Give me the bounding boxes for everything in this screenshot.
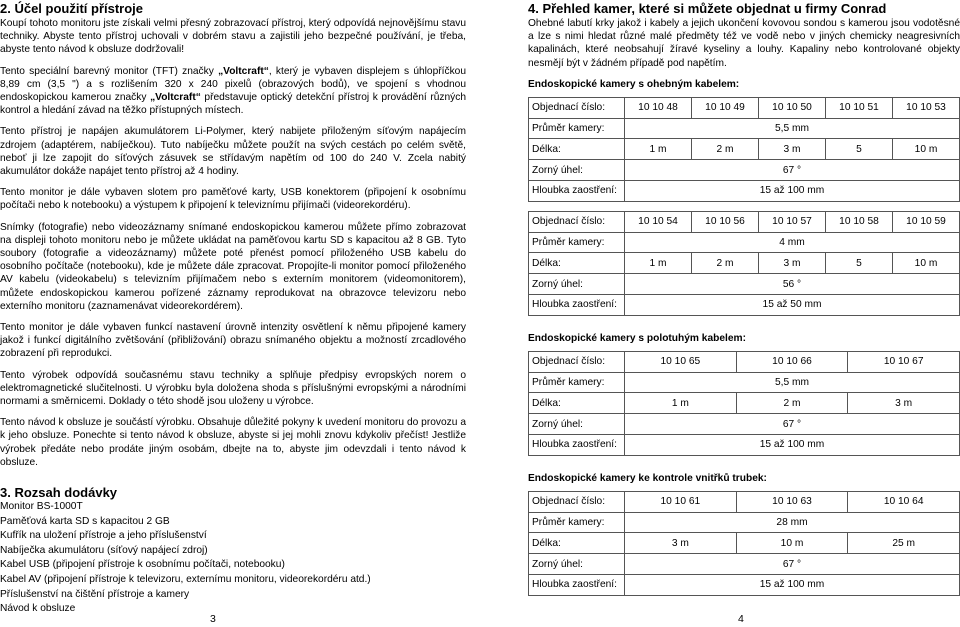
table-row <box>529 181 960 202</box>
length-label: Délka: <box>529 253 625 274</box>
spec-table <box>528 211 960 316</box>
paragraph-conformity: Tento výrobek odpovídá současnému stavu techniky a splňuje předpisy evropských norem o elektromagnetické slučitelnosti. U výrobku byla doložena shoda s příslušnými evropskými a národními normami a směrnicemi. Doklady o této shodě jsou uloženy u výrobce. <box>0 369 466 408</box>
heading-camera-overview: 4. Přehled kamer, které si můžete objednat u firmy Conrad <box>528 1 887 16</box>
table-row <box>529 414 960 435</box>
length-value: 1 m <box>625 393 737 414</box>
length-value: 5 <box>826 139 893 160</box>
order-number: 10 10 59 <box>893 211 960 232</box>
table-row <box>529 160 960 181</box>
brand-name: „Voltcraft“ <box>218 65 269 77</box>
length-value: 3 m <box>759 253 826 274</box>
angle-value: 67 ° <box>625 554 960 575</box>
table-row <box>529 351 960 372</box>
spec-table <box>528 351 960 456</box>
paragraph-battery: Tento přístroj je napájen akumulátorem Li-Polymer, který nabijete přiloženým síťovým napájecím zdrojem (adaptérem, nabíječkou). Tuto nabíječku můžete použít na svých cestách po celém světě, neboť ji lze zapojit do síťových zásuvek se střídavým napětím od 100 do 240 V. Zcela nabitý akumulátor dokáže napájet tento přístroj až 4 hodiny. <box>0 126 466 178</box>
order-number: 10 10 61 <box>625 491 737 512</box>
brand-name: „Voltcraft“ <box>150 92 201 104</box>
heading-delivery: 3. Rozsah dodávky <box>0 485 118 501</box>
length-value: 3 m <box>848 393 960 414</box>
length-value: 3 m <box>625 533 737 554</box>
paragraph-monitor-description <box>0 65 466 118</box>
focus-label: Hloubka zaostření: <box>529 181 625 202</box>
diameter-value: 4 mm <box>625 232 960 253</box>
diameter-value: 28 mm <box>625 512 960 533</box>
order-number: 10 10 66 <box>736 351 848 372</box>
order-number: 10 10 50 <box>759 97 826 118</box>
list-item: Kabel USB (připojení přístroje k osobnímu počítači, notebooku) <box>0 559 285 571</box>
diameter-value: 5,5 mm <box>625 118 960 139</box>
length-value: 5 <box>826 253 893 274</box>
angle-value: 56 ° <box>625 274 960 295</box>
list-item: Monitor BS-1000T <box>0 501 83 513</box>
table-row <box>529 491 960 512</box>
paragraph-manual: Tento návod k obsluze je součástí výrobku. Obsahuje důležité pokyny k uvedení monitoru do provozu a k jeho obsluze. Ponechte si tento návod k obsluze, abyste si jej mohli znovu kdykoliv přečíst! Jestliže výrobek předáte nebo prodáte jiným osobám, dbejte na to, abyste jim odevzdali i tento návod k obsluze. <box>0 417 466 468</box>
order-number: 10 10 56 <box>692 211 759 232</box>
order-label: Objednací číslo: <box>529 351 625 372</box>
table-row <box>529 512 960 533</box>
table-row <box>529 372 960 393</box>
paragraph-recording: Snímky (fotografie) nebo videozáznamy snímané endoskopickou kamerou můžete přímo zobrazovat na displeji tohoto monitoru nebo je můžete ukládat na paměťovou kartu SD s kapacitou až 8 GB. Tyto soubory (fotografie a videozáznamy) můžete poté přenést pomocí přiloženého USB kabelu do osobního počítače (notebooku), kde je můžete dále zpracovat. Propojíte-li monitor pomocí přiloženého AV kabelu (videokabelu) s televizním přijímačem nebo s externím monitorem (videomonitorem), můžete endoskopickou kamerou pořízené záznamy reprodukovat na obrazovce televizoru nebo externího monitoru (zaznamenávat videorekordérem). <box>0 221 466 312</box>
angle-label: Zorný úhel: <box>529 274 625 295</box>
heading-purpose: 2. Účel použití přístroje <box>0 1 144 16</box>
table-row <box>529 434 960 455</box>
delivery-list <box>0 500 466 617</box>
order-number: 10 10 53 <box>893 97 960 118</box>
page-number-right: 4 <box>738 613 744 625</box>
order-number: 10 10 58 <box>826 211 893 232</box>
list-item: Návod k obsluze <box>0 603 76 615</box>
angle-value: 67 ° <box>625 414 960 435</box>
angle-label: Zorný úhel: <box>529 554 625 575</box>
order-number: 10 10 67 <box>848 351 960 372</box>
right-page <box>528 0 960 596</box>
angle-label: Zorný úhel: <box>529 160 625 181</box>
order-label: Objednací číslo: <box>529 211 625 232</box>
diameter-value: 5,5 mm <box>625 372 960 393</box>
text: Tento speciální barevný monitor (TFT) značky <box>0 65 219 77</box>
table-row <box>529 211 960 232</box>
table-row <box>529 554 960 575</box>
paragraph-camera-intro: Ohebné labutí krky jakož i kabely a jejich ukončení kovovou sondou s kamerou jsou vodotěsné a lze s nimi hledat různé malé předměty též ve vodě nebo v jiných chemicky neagresivních kapalinách, které neobsahují žíravé kyseliny a louhy. Kapaliny nebo kontrolované objekty nesmějí být v žádném případě pod napětím. <box>528 18 960 69</box>
length-value: 1 m <box>625 139 692 160</box>
focus-label: Hloubka zaostření: <box>529 574 625 595</box>
focus-value: 15 až 100 mm <box>625 434 960 455</box>
order-number: 10 10 54 <box>625 211 692 232</box>
length-value: 10 m <box>893 253 960 274</box>
paragraph-intro: Koupí tohoto monitoru jste získali velmi přesný zobrazovací přístroj, který odpovídá nejnovějšímu stavu techniky. Abyste tento přístroj uchovali v dobrém stavu a zajistili jeho bezpečné používání, je třeba, abyste tento návod k obsluze dodržovali! <box>0 18 466 56</box>
order-label: Objednací číslo: <box>529 97 625 118</box>
text: představuje optický detekční přístroj k provádění různých kontrol a hledání závad na těžko přístupných místech. <box>0 92 466 117</box>
order-number: 10 10 65 <box>625 351 737 372</box>
list-item: Nabíječka akumulátoru (síťový napájecí zdroj) <box>0 544 208 556</box>
length-label: Délka: <box>529 139 625 160</box>
length-value: 10 m <box>736 533 848 554</box>
diameter-label: Průměr kamery: <box>529 118 625 139</box>
length-value: 2 m <box>692 253 759 274</box>
table-row <box>529 294 960 315</box>
focus-value: 15 až 100 mm <box>625 181 960 202</box>
spec-table <box>528 491 960 596</box>
page-number-left: 3 <box>210 613 216 625</box>
focus-label: Hloubka zaostření: <box>529 434 625 455</box>
table-row <box>529 232 960 253</box>
table-row <box>529 118 960 139</box>
length-value: 10 m <box>893 139 960 160</box>
list-item: Kabel AV (připojení přístroje k televizoru, externímu monitoru, videorekordéru atd.) <box>0 574 371 586</box>
length-value: 3 m <box>759 139 826 160</box>
length-label: Délka: <box>529 533 625 554</box>
spec-table <box>528 97 960 202</box>
order-number: 10 10 64 <box>848 491 960 512</box>
order-number: 10 10 49 <box>692 97 759 118</box>
paragraph-features: Tento monitor je dále vybaven funkcí nastavení úrovně intenzity osvětlení k němu připojené kamery jakož i funkcí digitálního zvětšování (přibližování) obrazu snímaného objektu a možností zrcadlového zobrazení při reprodukci. <box>0 322 466 360</box>
table-row <box>529 274 960 295</box>
table-row <box>529 97 960 118</box>
order-number: 10 10 57 <box>759 211 826 232</box>
length-value: 2 m <box>692 139 759 160</box>
table-row <box>529 393 960 414</box>
angle-value: 67 ° <box>625 160 960 181</box>
angle-label: Zorný úhel: <box>529 414 625 435</box>
order-number: 10 10 48 <box>625 97 692 118</box>
focus-label: Hloubka zaostření: <box>529 294 625 315</box>
focus-value: 15 až 100 mm <box>625 574 960 595</box>
table-row <box>529 533 960 554</box>
list-item: Příslušenství na čištění přístroje a kamery <box>0 588 190 600</box>
length-value: 25 m <box>848 533 960 554</box>
order-number: 10 10 51 <box>826 97 893 118</box>
list-item: Kufřík na uložení přístroje a jeho příslušenství <box>0 530 207 542</box>
diameter-label: Průměr kamery: <box>529 232 625 253</box>
left-page <box>0 0 466 617</box>
table-row <box>529 253 960 274</box>
section-title-pipe: Endoskopické kamery ke kontrole vnitřků trubek: <box>528 472 767 484</box>
focus-value: 15 až 50 mm <box>625 294 960 315</box>
table-row <box>529 574 960 595</box>
order-number: 10 10 63 <box>736 491 848 512</box>
length-value: 2 m <box>736 393 848 414</box>
text: , který je vybaven displejem s úhlopříčkou 8,89 cm (3,5 ") a s rozlišením 320 x 240 pixelů (obrazových bodů), ve spojení s vhodnou endoskopickou kamerou značky <box>0 65 466 104</box>
section-title-flexible: Endoskopické kamery s ohebným kabelem: <box>528 78 740 90</box>
section-title-semirigid: Endoskopické kamery s polotuhým kabelem: <box>528 332 746 344</box>
length-value: 1 m <box>625 253 692 274</box>
diameter-label: Průměr kamery: <box>529 512 625 533</box>
diameter-label: Průměr kamery: <box>529 372 625 393</box>
paragraph-connectors: Tento monitor je dále vybaven slotem pro paměťové karty, USB konektorem (připojení k osobnímu počítači nebo k notebooku) a výstupem k připojení k televiznímu přijímači (videorekordéru). <box>0 187 466 212</box>
length-label: Délka: <box>529 393 625 414</box>
order-label: Objednací číslo: <box>529 491 625 512</box>
table-row <box>529 139 960 160</box>
list-item: Paměťová karta SD s kapacitou 2 GB <box>0 515 170 527</box>
